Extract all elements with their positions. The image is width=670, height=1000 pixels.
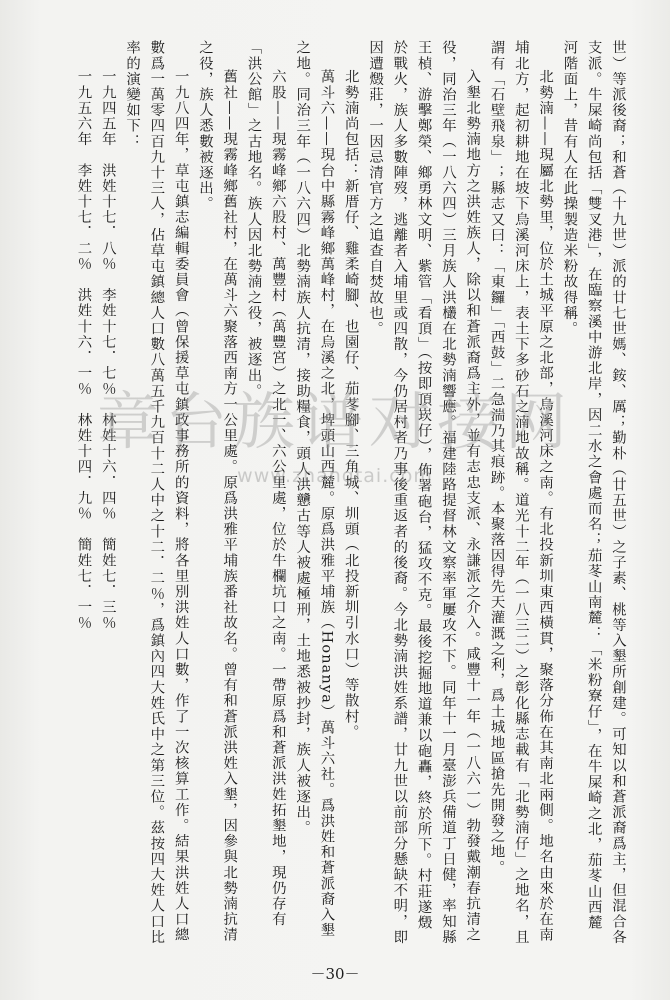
paragraph-beishinan: 北勢湳——現屬北勢里，位於土城平原之北部，烏溪河床之南。有北投新圳東西橫貫，聚落分佈在其南北兩側。地名由來於在南埔北方，起初耕地在坡下烏溪河床上，表土下多砂石之湳地故稱。道光十二年（一八三二）之彰化縣志載有「北勢湳仔」之地名，且謂有「石壁飛泉」；縣志又曰：「東鑼」「西鼓」二急湍乃其痕跡。本聚落因得先天灌溉之利，爲土城地區搶先開發之地。 xyxy=(488,40,554,945)
page-number: －30－ xyxy=(310,965,360,983)
paragraph-liugu: 六股——現霧峰鄉六股村、萬豐村（萬豐宮）之北一、六公里處，位於牛欄坑口之南。一帶原爲和蒼派洪姓拓墾地，現仍存有「洪公館」之古地名。族人因北勢湳之役，被逐出。 xyxy=(245,40,286,927)
paragraph-jiushe: 舊社——現霧峰鄉舊社村，在萬斗六聚落西南方一公里處。原爲洪雅平埔族番社故名。曾有和蒼派洪姓入墾，因參與北勢湳抗清之役，族人悉數被逐出。 xyxy=(196,40,238,943)
vertical-text-body xyxy=(30,40,630,945)
watermark-url: www.zhangtai.com xyxy=(237,465,433,487)
paragraph-beishinan-villages: 北勢湳尚包括：新厝仔、雞柔崎腳、也園仔、茄苳腳、三角城、圳頭（北投新圳引水口）等散村。 xyxy=(342,68,359,740)
population-row-1956: 一九五六年 李姓十七．二％ 洪姓十六．一％ 林姓十四．九％ 簡姓七．一％ xyxy=(75,68,92,631)
paragraph-niushiqi-continued: 世）等派後裔；和蒼（十九世）派的廿七世媽、銨、厲；勤朴（廿五世）之子素、桃等入墾所創建。可知以和蒼派裔爲主，但混合各支派。牛屎崎尚包括「雙叉港」，在臨察溪中游北岸，因二水之會處而名；茄苳山南麓：「米粉寮仔」，在牛屎崎之北，茄苳山西麓河階面上，昔有人在此操製造米粉故得稱。 xyxy=(561,40,626,945)
paragraph-beishinan-history: 入墾北勢湳地方之洪姓族人，除以和蒼派裔爲主外，並有志忠支派、永謙派之介入。咸豐十一年（一八六一）勃發戴潮春抗清之役，同治三年（一八六四）三月族人洪欉在北勢湳響應。福建陸路提督林文察率軍屢攻不下。同年十一月臺澎兵備道丁日健，率知縣王楨、游擊鄭榮、鄉勇林文明、紫管「看頂」（按即頂崁仔），佈署砲台，猛攻不克。最後挖掘地道兼以砲轟，終於所下。村莊遂燬於戰火，族人多數陣歿，逃離者入埔里或四散，今仍居村者乃事後重返者的後裔。今北勢湳洪姓系譜，廿九世以前部分懸缺不明，即因遭燬莊，一因忌清官方之追查自焚故也。 xyxy=(367,40,481,945)
watermark-text: 章台族谱对接网 xyxy=(96,385,573,458)
paragraph-wandouliu: 萬斗六——現台中縣霧峰鄉萬峰村，在烏溪之北，埤頭山西麓。原爲洪雅平埔族（Honanya）萬斗六社。爲洪姓和蒼派裔入墾之地。同治三年（一八六四）北勢湳族人抗清，接助糧食，頭人洪戇古等人被處極刑，土地悉被抄封，族人被逐出。 xyxy=(294,40,335,938)
population-row-1945: 一九四五年 洪姓十七．八％ 李姓十七．七％ 林姓十六．四％ 簡姓七．三％ xyxy=(99,68,116,631)
paragraph-population-1984: 一九八四年，草屯鎮志編輯委員會（曾保援草屯鎮政事務所的資料，將各里別洪姓人口數，作了一次核算工作。結果洪姓人口總數爲一萬零四百九十三人，佔草屯鎮總人口數八萬五千九百十二人中之十二．二％，爲鎮內四大姓氏中之第三位。茲按四大姓人口比率的演變如下： xyxy=(124,40,189,945)
